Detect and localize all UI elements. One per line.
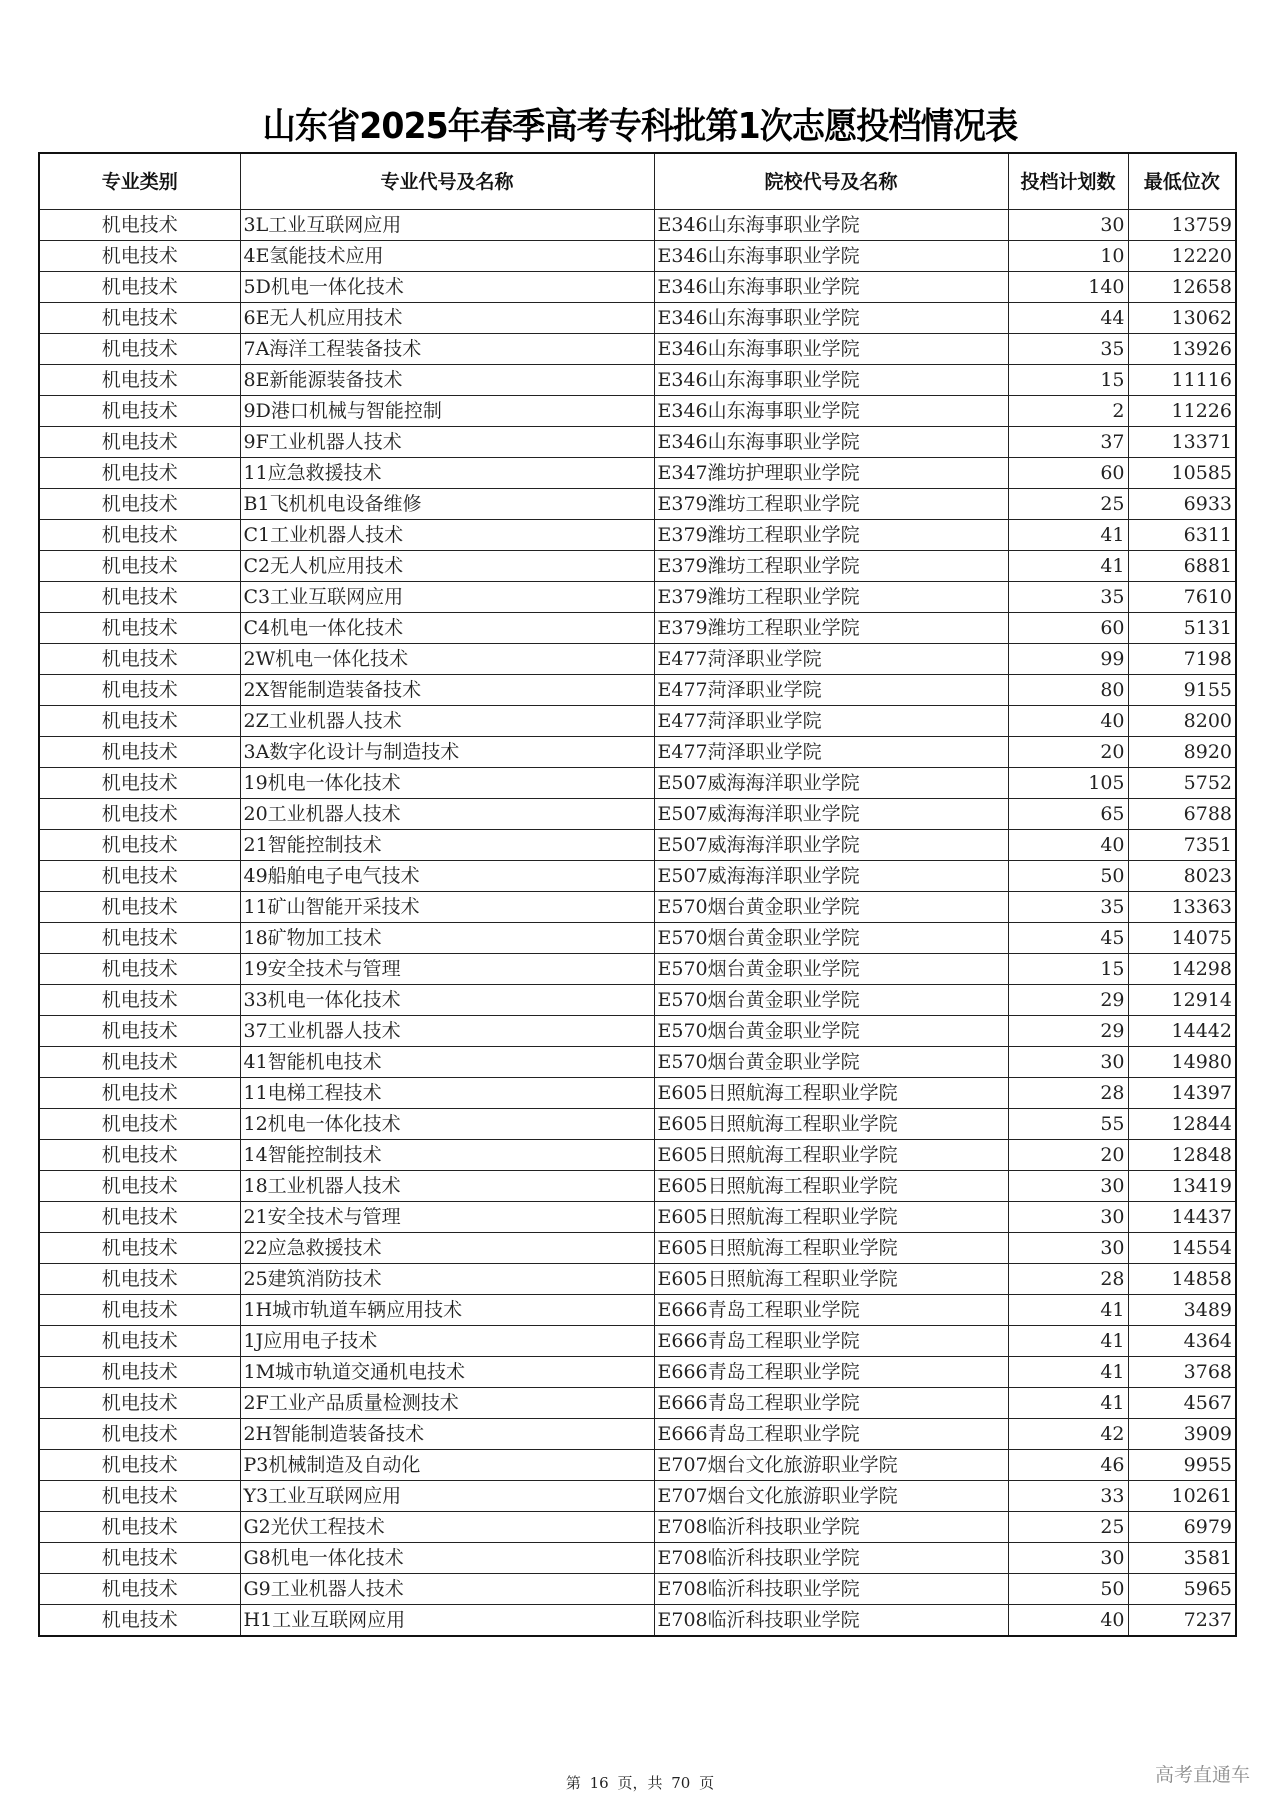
- cell-major-category: 机电技术: [39, 365, 240, 396]
- cell-min-rank: 14075: [1128, 923, 1236, 954]
- table-row: [39, 1512, 1236, 1543]
- cell-school-code-name: E507威海海洋职业学院: [654, 830, 1008, 861]
- table-row: [39, 551, 1236, 582]
- cell-school-code-name: E570烟台黄金职业学院: [654, 1047, 1008, 1078]
- cell-min-rank: 7610: [1128, 582, 1236, 613]
- cell-min-rank: 12220: [1128, 241, 1236, 272]
- cell-min-rank: 11226: [1128, 396, 1236, 427]
- cell-school-code-name: E605日照航海工程职业学院: [654, 1264, 1008, 1295]
- cell-plan-count: 25: [1008, 489, 1128, 520]
- cell-min-rank: 13371: [1128, 427, 1236, 458]
- table-body: [39, 210, 1236, 1637]
- table-row: [39, 1450, 1236, 1481]
- cell-major-code-name: 7A海洋工程装备技术: [240, 334, 654, 365]
- cell-major-category: 机电技术: [39, 644, 240, 675]
- cell-school-code-name: E707烟台文化旅游职业学院: [654, 1481, 1008, 1512]
- cell-plan-count: 40: [1008, 830, 1128, 861]
- cell-min-rank: 10261: [1128, 1481, 1236, 1512]
- cell-min-rank: 13926: [1128, 334, 1236, 365]
- cell-major-category: 机电技术: [39, 1450, 240, 1481]
- table-row: [39, 1326, 1236, 1357]
- cell-major-category: 机电技术: [39, 830, 240, 861]
- cell-major-category: 机电技术: [39, 303, 240, 334]
- cell-plan-count: 41: [1008, 1326, 1128, 1357]
- cell-major-code-name: 9D港口机械与智能控制: [240, 396, 654, 427]
- cell-school-code-name: E708临沂科技职业学院: [654, 1512, 1008, 1543]
- table-row: [39, 1171, 1236, 1202]
- cell-min-rank: 13419: [1128, 1171, 1236, 1202]
- cell-major-code-name: 11应急救援技术: [240, 458, 654, 489]
- cell-school-code-name: E477菏泽职业学院: [654, 706, 1008, 737]
- table-row: [39, 210, 1236, 241]
- cell-school-code-name: E570烟台黄金职业学院: [654, 1016, 1008, 1047]
- watermark: 高考直通车: [1154, 1764, 1250, 1786]
- cell-major-code-name: 19机电一体化技术: [240, 768, 654, 799]
- cell-major-category: 机电技术: [39, 551, 240, 582]
- table-row: [39, 365, 1236, 396]
- cell-plan-count: 105: [1008, 768, 1128, 799]
- cell-min-rank: 14298: [1128, 954, 1236, 985]
- cell-major-code-name: 18工业机器人技术: [240, 1171, 654, 1202]
- cell-plan-count: 41: [1008, 520, 1128, 551]
- cell-school-code-name: E570烟台黄金职业学院: [654, 923, 1008, 954]
- cell-school-code-name: E605日照航海工程职业学院: [654, 1171, 1008, 1202]
- cell-min-rank: 14554: [1128, 1233, 1236, 1264]
- cell-min-rank: 6979: [1128, 1512, 1236, 1543]
- cell-major-code-name: 12机电一体化技术: [240, 1109, 654, 1140]
- cell-major-category: 机电技术: [39, 1357, 240, 1388]
- cell-school-code-name: E605日照航海工程职业学院: [654, 1202, 1008, 1233]
- cell-school-code-name: E666青岛工程职业学院: [654, 1357, 1008, 1388]
- table-row: [39, 1109, 1236, 1140]
- cell-plan-count: 29: [1008, 1016, 1128, 1047]
- cell-min-rank: 8920: [1128, 737, 1236, 768]
- cell-plan-count: 35: [1008, 582, 1128, 613]
- cell-plan-count: 2: [1008, 396, 1128, 427]
- cell-plan-count: 28: [1008, 1264, 1128, 1295]
- cell-major-category: 机电技术: [39, 1419, 240, 1450]
- cell-school-code-name: E346山东海事职业学院: [654, 272, 1008, 303]
- cell-plan-count: 44: [1008, 303, 1128, 334]
- cell-major-code-name: 18矿物加工技术: [240, 923, 654, 954]
- cell-min-rank: 9955: [1128, 1450, 1236, 1481]
- table-row: [39, 489, 1236, 520]
- cell-major-category: 机电技术: [39, 1512, 240, 1543]
- cell-plan-count: 15: [1008, 954, 1128, 985]
- cell-major-code-name: G9工业机器人技术: [240, 1574, 654, 1605]
- table-row: [39, 985, 1236, 1016]
- cell-plan-count: 35: [1008, 892, 1128, 923]
- cell-min-rank: 4567: [1128, 1388, 1236, 1419]
- cell-major-category: 机电技术: [39, 520, 240, 551]
- cell-min-rank: 6881: [1128, 551, 1236, 582]
- table-row: [39, 1016, 1236, 1047]
- cell-school-code-name: E477菏泽职业学院: [654, 737, 1008, 768]
- cell-school-code-name: E605日照航海工程职业学院: [654, 1078, 1008, 1109]
- table-row: [39, 954, 1236, 985]
- cell-major-category: 机电技术: [39, 799, 240, 830]
- cell-min-rank: 14858: [1128, 1264, 1236, 1295]
- cell-major-category: 机电技术: [39, 675, 240, 706]
- cell-plan-count: 30: [1008, 210, 1128, 241]
- cell-major-code-name: 2X智能制造装备技术: [240, 675, 654, 706]
- header-school-code-name: 院校代号及名称: [654, 153, 1008, 210]
- cell-plan-count: 40: [1008, 1605, 1128, 1637]
- cell-major-category: 机电技术: [39, 1078, 240, 1109]
- cell-plan-count: 30: [1008, 1543, 1128, 1574]
- cell-min-rank: 3909: [1128, 1419, 1236, 1450]
- cell-min-rank: 7237: [1128, 1605, 1236, 1637]
- cell-school-code-name: E707烟台文化旅游职业学院: [654, 1450, 1008, 1481]
- cell-school-code-name: E570烟台黄金职业学院: [654, 985, 1008, 1016]
- cell-major-code-name: 1H城市轨道车辆应用技术: [240, 1295, 654, 1326]
- cell-plan-count: 37: [1008, 427, 1128, 458]
- cell-plan-count: 50: [1008, 1574, 1128, 1605]
- table-row: [39, 768, 1236, 799]
- cell-plan-count: 41: [1008, 1388, 1128, 1419]
- table-row: [39, 830, 1236, 861]
- cell-min-rank: 10585: [1128, 458, 1236, 489]
- cell-school-code-name: E346山东海事职业学院: [654, 210, 1008, 241]
- cell-major-code-name: P3机械制造及自动化: [240, 1450, 654, 1481]
- cell-school-code-name: E666青岛工程职业学院: [654, 1388, 1008, 1419]
- cell-major-category: 机电技术: [39, 861, 240, 892]
- cell-major-category: 机电技术: [39, 985, 240, 1016]
- cell-major-category: 机电技术: [39, 923, 240, 954]
- cell-plan-count: 99: [1008, 644, 1128, 675]
- cell-major-code-name: 19安全技术与管理: [240, 954, 654, 985]
- cell-plan-count: 50: [1008, 861, 1128, 892]
- cell-plan-count: 20: [1008, 737, 1128, 768]
- table-row: [39, 1419, 1236, 1450]
- cell-major-code-name: 2H智能制造装备技术: [240, 1419, 654, 1450]
- table-row: [39, 1295, 1236, 1326]
- cell-major-category: 机电技术: [39, 1233, 240, 1264]
- admission-table: [38, 152, 1237, 1637]
- table-row: [39, 1574, 1236, 1605]
- cell-min-rank: 14980: [1128, 1047, 1236, 1078]
- cell-major-category: 机电技术: [39, 396, 240, 427]
- cell-min-rank: 13759: [1128, 210, 1236, 241]
- cell-school-code-name: E379潍坊工程职业学院: [654, 551, 1008, 582]
- cell-major-category: 机电技术: [39, 272, 240, 303]
- cell-min-rank: 6788: [1128, 799, 1236, 830]
- cell-major-category: 机电技术: [39, 1047, 240, 1078]
- cell-school-code-name: E379潍坊工程职业学院: [654, 520, 1008, 551]
- cell-plan-count: 45: [1008, 923, 1128, 954]
- cell-min-rank: 12844: [1128, 1109, 1236, 1140]
- table-row: [39, 737, 1236, 768]
- cell-school-code-name: E346山东海事职业学院: [654, 365, 1008, 396]
- table-row: [39, 241, 1236, 272]
- table-row: [39, 427, 1236, 458]
- cell-plan-count: 55: [1008, 1109, 1128, 1140]
- cell-plan-count: 30: [1008, 1233, 1128, 1264]
- table-row: [39, 644, 1236, 675]
- cell-school-code-name: E570烟台黄金职业学院: [654, 954, 1008, 985]
- table-row: [39, 272, 1236, 303]
- header-min-rank: 最低位次: [1128, 153, 1236, 210]
- cell-major-category: 机电技术: [39, 210, 240, 241]
- cell-plan-count: 30: [1008, 1047, 1128, 1078]
- cell-school-code-name: E346山东海事职业学院: [654, 396, 1008, 427]
- cell-min-rank: 14442: [1128, 1016, 1236, 1047]
- cell-major-category: 机电技术: [39, 334, 240, 365]
- table-row: [39, 334, 1236, 365]
- cell-major-category: 机电技术: [39, 1605, 240, 1637]
- cell-major-code-name: 5D机电一体化技术: [240, 272, 654, 303]
- cell-school-code-name: E507威海海洋职业学院: [654, 861, 1008, 892]
- table-row: [39, 1388, 1236, 1419]
- table-row: [39, 1357, 1236, 1388]
- table-row: [39, 458, 1236, 489]
- cell-major-category: 机电技术: [39, 489, 240, 520]
- page-title: 山东省2025年春季高考专科批第1次志愿投档情况表: [262, 106, 1018, 147]
- cell-major-code-name: 4E氢能技术应用: [240, 241, 654, 272]
- cell-plan-count: 10: [1008, 241, 1128, 272]
- table-row: [39, 706, 1236, 737]
- cell-major-code-name: C3工业互联网应用: [240, 582, 654, 613]
- cell-major-code-name: G2光伏工程技术: [240, 1512, 654, 1543]
- cell-major-code-name: 20工业机器人技术: [240, 799, 654, 830]
- table-row: [39, 1233, 1236, 1264]
- cell-major-code-name: 9F工业机器人技术: [240, 427, 654, 458]
- cell-plan-count: 41: [1008, 551, 1128, 582]
- cell-major-code-name: 6E无人机应用技术: [240, 303, 654, 334]
- cell-min-rank: 7198: [1128, 644, 1236, 675]
- table-row: [39, 303, 1236, 334]
- cell-major-category: 机电技术: [39, 1016, 240, 1047]
- cell-plan-count: 30: [1008, 1202, 1128, 1233]
- cell-major-category: 机电技术: [39, 892, 240, 923]
- cell-major-code-name: 41智能机电技术: [240, 1047, 654, 1078]
- cell-min-rank: 14437: [1128, 1202, 1236, 1233]
- cell-major-category: 机电技术: [39, 1543, 240, 1574]
- cell-major-code-name: 2W机电一体化技术: [240, 644, 654, 675]
- cell-plan-count: 30: [1008, 1171, 1128, 1202]
- cell-school-code-name: E347潍坊护理职业学院: [654, 458, 1008, 489]
- table-row: [39, 613, 1236, 644]
- page-number: 第 16 页，共 70 页: [565, 1774, 715, 1792]
- cell-min-rank: 8200: [1128, 706, 1236, 737]
- cell-major-code-name: C2无人机应用技术: [240, 551, 654, 582]
- cell-major-code-name: H1工业互联网应用: [240, 1605, 654, 1637]
- cell-major-code-name: 3L工业互联网应用: [240, 210, 654, 241]
- cell-major-category: 机电技术: [39, 427, 240, 458]
- table-row: [39, 1047, 1236, 1078]
- cell-major-category: 机电技术: [39, 241, 240, 272]
- cell-school-code-name: E346山东海事职业学院: [654, 241, 1008, 272]
- cell-major-code-name: B1飞机机电设备维修: [240, 489, 654, 520]
- cell-major-code-name: 2Z工业机器人技术: [240, 706, 654, 737]
- cell-min-rank: 3581: [1128, 1543, 1236, 1574]
- cell-major-code-name: 11矿山智能开采技术: [240, 892, 654, 923]
- cell-min-rank: 14397: [1128, 1078, 1236, 1109]
- cell-plan-count: 40: [1008, 706, 1128, 737]
- table-row: [39, 396, 1236, 427]
- cell-major-category: 机电技术: [39, 1574, 240, 1605]
- table-row: [39, 861, 1236, 892]
- table-row: [39, 892, 1236, 923]
- cell-major-category: 机电技术: [39, 1140, 240, 1171]
- cell-min-rank: 13062: [1128, 303, 1236, 334]
- cell-school-code-name: E346山东海事职业学院: [654, 303, 1008, 334]
- cell-major-code-name: C1工业机器人技术: [240, 520, 654, 551]
- cell-major-category: 机电技术: [39, 1295, 240, 1326]
- cell-major-code-name: 1J应用电子技术: [240, 1326, 654, 1357]
- cell-min-rank: 5131: [1128, 613, 1236, 644]
- cell-min-rank: 7351: [1128, 830, 1236, 861]
- table-row: [39, 1140, 1236, 1171]
- table-header-row: [39, 153, 1236, 210]
- cell-major-category: 机电技术: [39, 613, 240, 644]
- cell-school-code-name: E346山东海事职业学院: [654, 334, 1008, 365]
- table-row: [39, 1202, 1236, 1233]
- cell-school-code-name: E708临沂科技职业学院: [654, 1543, 1008, 1574]
- cell-major-category: 机电技术: [39, 768, 240, 799]
- header-major-code-name: 专业代号及名称: [240, 153, 654, 210]
- cell-min-rank: 6311: [1128, 520, 1236, 551]
- cell-min-rank: 9155: [1128, 675, 1236, 706]
- table-row: [39, 675, 1236, 706]
- cell-school-code-name: E605日照航海工程职业学院: [654, 1233, 1008, 1264]
- cell-major-category: 机电技术: [39, 1388, 240, 1419]
- cell-min-rank: 4364: [1128, 1326, 1236, 1357]
- table-row: [39, 582, 1236, 613]
- cell-major-code-name: 25建筑消防技术: [240, 1264, 654, 1295]
- cell-min-rank: 12914: [1128, 985, 1236, 1016]
- cell-major-code-name: 21安全技术与管理: [240, 1202, 654, 1233]
- cell-min-rank: 11116: [1128, 365, 1236, 396]
- cell-min-rank: 5965: [1128, 1574, 1236, 1605]
- cell-major-category: 机电技术: [39, 1171, 240, 1202]
- cell-major-code-name: 3A数字化设计与制造技术: [240, 737, 654, 768]
- table-row: [39, 1481, 1236, 1512]
- cell-plan-count: 65: [1008, 799, 1128, 830]
- cell-school-code-name: E570烟台黄金职业学院: [654, 892, 1008, 923]
- table-row: [39, 1264, 1236, 1295]
- cell-min-rank: 3489: [1128, 1295, 1236, 1326]
- cell-school-code-name: E477菏泽职业学院: [654, 675, 1008, 706]
- cell-major-code-name: 11电梯工程技术: [240, 1078, 654, 1109]
- cell-school-code-name: E379潍坊工程职业学院: [654, 582, 1008, 613]
- cell-plan-count: 60: [1008, 458, 1128, 489]
- table-row: [39, 1543, 1236, 1574]
- cell-min-rank: 8023: [1128, 861, 1236, 892]
- cell-plan-count: 60: [1008, 613, 1128, 644]
- cell-school-code-name: E666青岛工程职业学院: [654, 1326, 1008, 1357]
- table-row: [39, 799, 1236, 830]
- cell-major-code-name: C4机电一体化技术: [240, 613, 654, 644]
- cell-plan-count: 80: [1008, 675, 1128, 706]
- cell-major-code-name: 21智能控制技术: [240, 830, 654, 861]
- cell-plan-count: 15: [1008, 365, 1128, 396]
- table-row: [39, 923, 1236, 954]
- cell-major-category: 机电技术: [39, 1264, 240, 1295]
- cell-plan-count: 46: [1008, 1450, 1128, 1481]
- cell-school-code-name: E477菏泽职业学院: [654, 644, 1008, 675]
- cell-major-code-name: 2F工业产品质量检测技术: [240, 1388, 654, 1419]
- cell-min-rank: 12848: [1128, 1140, 1236, 1171]
- cell-school-code-name: E666青岛工程职业学院: [654, 1419, 1008, 1450]
- cell-plan-count: 33: [1008, 1481, 1128, 1512]
- cell-major-code-name: 1M城市轨道交通机电技术: [240, 1357, 654, 1388]
- cell-major-category: 机电技术: [39, 1109, 240, 1140]
- cell-major-code-name: 33机电一体化技术: [240, 985, 654, 1016]
- cell-min-rank: 6933: [1128, 489, 1236, 520]
- cell-major-code-name: 22应急救援技术: [240, 1233, 654, 1264]
- cell-school-code-name: E379潍坊工程职业学院: [654, 489, 1008, 520]
- cell-plan-count: 41: [1008, 1295, 1128, 1326]
- cell-plan-count: 41: [1008, 1357, 1128, 1388]
- cell-school-code-name: E346山东海事职业学院: [654, 427, 1008, 458]
- cell-min-rank: 3768: [1128, 1357, 1236, 1388]
- cell-school-code-name: E666青岛工程职业学院: [654, 1295, 1008, 1326]
- cell-major-category: 机电技术: [39, 458, 240, 489]
- cell-school-code-name: E708临沂科技职业学院: [654, 1574, 1008, 1605]
- cell-major-category: 机电技术: [39, 706, 240, 737]
- cell-major-code-name: 49船舶电子电气技术: [240, 861, 654, 892]
- cell-major-category: 机电技术: [39, 737, 240, 768]
- cell-major-code-name: G8机电一体化技术: [240, 1543, 654, 1574]
- cell-plan-count: 20: [1008, 1140, 1128, 1171]
- cell-major-category: 机电技术: [39, 1481, 240, 1512]
- table-row: [39, 1605, 1236, 1637]
- cell-school-code-name: E605日照航海工程职业学院: [654, 1109, 1008, 1140]
- cell-major-code-name: 37工业机器人技术: [240, 1016, 654, 1047]
- cell-plan-count: 25: [1008, 1512, 1128, 1543]
- cell-plan-count: 28: [1008, 1078, 1128, 1109]
- cell-plan-count: 29: [1008, 985, 1128, 1016]
- cell-school-code-name: E507威海海洋职业学院: [654, 799, 1008, 830]
- cell-min-rank: 13363: [1128, 892, 1236, 923]
- cell-min-rank: 5752: [1128, 768, 1236, 799]
- table-row: [39, 1078, 1236, 1109]
- cell-plan-count: 42: [1008, 1419, 1128, 1450]
- table-row: [39, 520, 1236, 551]
- header-major-category: 专业类别: [39, 153, 240, 210]
- cell-major-category: 机电技术: [39, 954, 240, 985]
- cell-major-category: 机电技术: [39, 1326, 240, 1357]
- cell-plan-count: 35: [1008, 334, 1128, 365]
- cell-min-rank: 12658: [1128, 272, 1236, 303]
- cell-school-code-name: E708临沂科技职业学院: [654, 1605, 1008, 1637]
- cell-major-code-name: Y3工业互联网应用: [240, 1481, 654, 1512]
- cell-major-category: 机电技术: [39, 1202, 240, 1233]
- cell-school-code-name: E605日照航海工程职业学院: [654, 1140, 1008, 1171]
- cell-plan-count: 140: [1008, 272, 1128, 303]
- cell-school-code-name: E507威海海洋职业学院: [654, 768, 1008, 799]
- cell-major-code-name: 8E新能源装备技术: [240, 365, 654, 396]
- header-plan-count: 投档计划数: [1008, 153, 1128, 210]
- cell-major-category: 机电技术: [39, 582, 240, 613]
- cell-major-code-name: 14智能控制技术: [240, 1140, 654, 1171]
- cell-school-code-name: E379潍坊工程职业学院: [654, 613, 1008, 644]
